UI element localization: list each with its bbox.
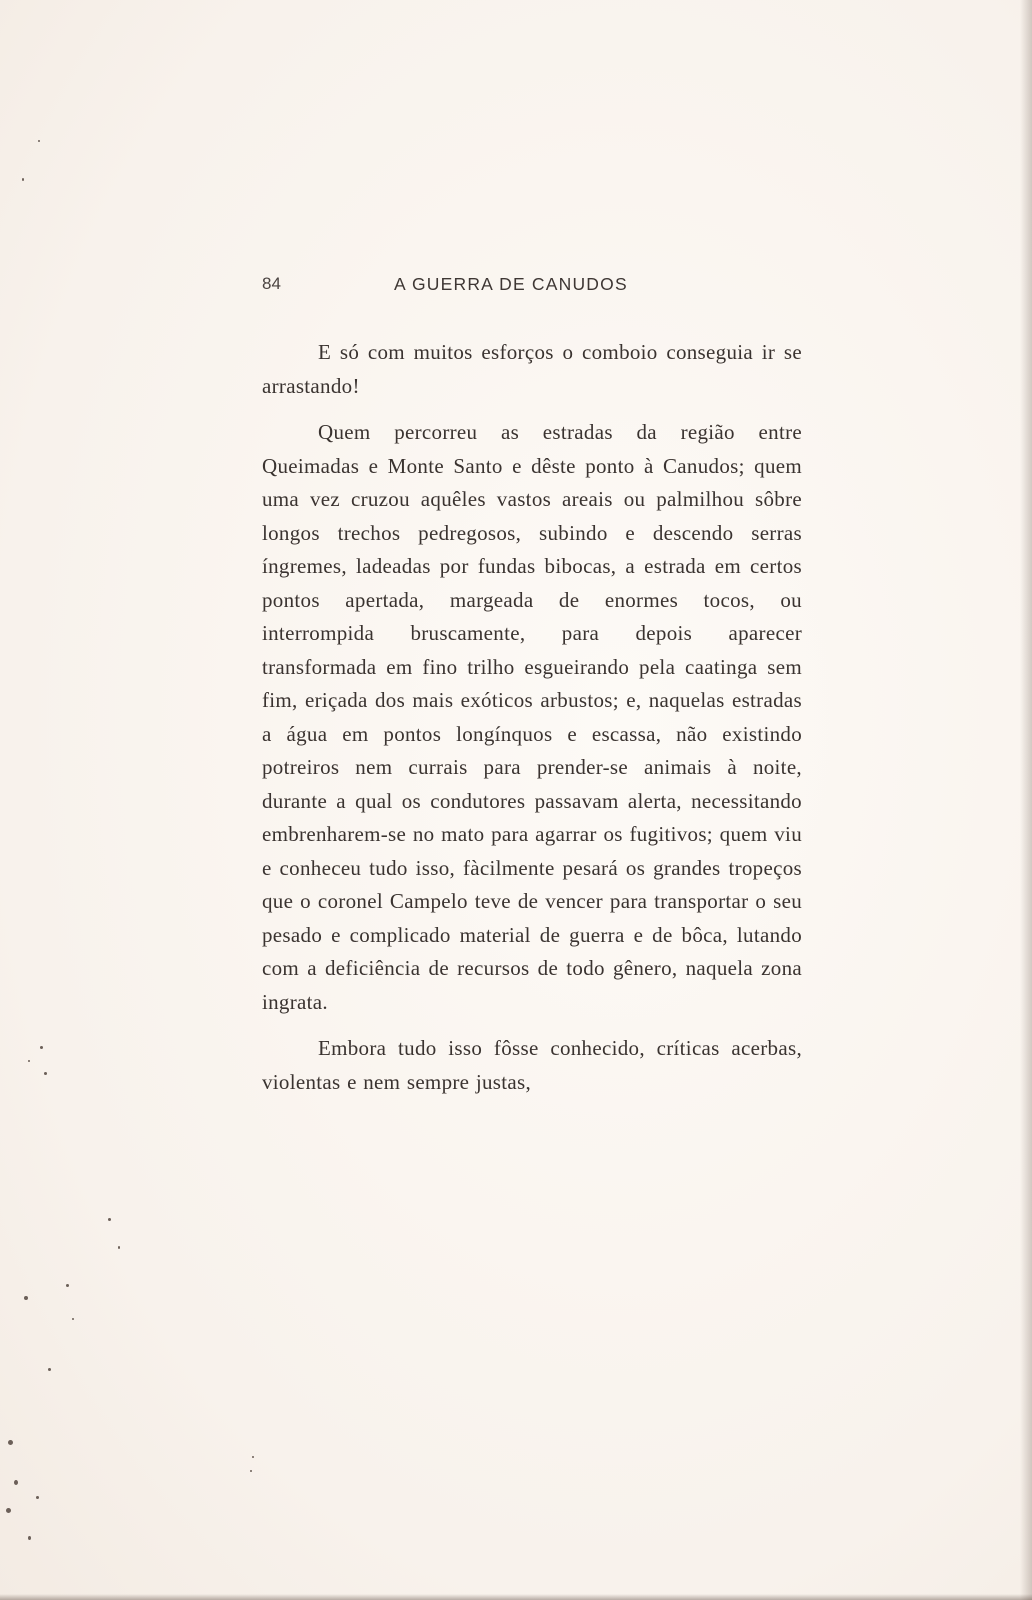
speck — [24, 1296, 28, 1300]
body-text — [262, 336, 802, 1099]
speck — [66, 1284, 69, 1287]
speck — [250, 1470, 252, 1472]
speck — [44, 1072, 47, 1075]
speck — [28, 1060, 30, 1062]
page-number: 84 — [262, 274, 281, 293]
speck — [6, 1508, 11, 1513]
speck — [38, 140, 40, 142]
page-bottom-shadow — [0, 1594, 1032, 1600]
speck — [72, 1318, 74, 1320]
speck — [252, 1456, 254, 1458]
speck — [108, 1218, 111, 1221]
speck — [8, 1440, 13, 1445]
page-edge-shadow — [1020, 0, 1032, 1600]
paragraph: Quem percorreu as estradas da região entre Queimadas e Monte Santo e dêste ponto à Canudos; quem uma vez cruzou aquêles vastos areais ou palmilhou sôbre longos trechos pedregosos, subindo e descendo serras íngremes, ladeadas por fundas bibocas, a estrada em certos pontos apertada, margeada de enormes tocos, ou interrompida bruscamente, para depois aparecer transformada em fino trilho esgueirando pela caatinga sem fim, eriçada dos mais exóticos arbustos; e, naquelas estradas a água em pontos longínquos e escassa, não existindo potreiros nem currais para prender-se animais à noite, durante a qual os condutores passavam alerta, necessitando embrenharem-se no mato para agarrar os fugitivos; quem viu e conheceu tudo isso, fàcilmente pesará os grandes tropeços que o coronel Campelo teve de vencer para transportar o seu pesado e complicado material de guerra e de bôca, lutando com a deficiência de recursos de todo gênero, naquela zona ingrata. — [262, 420, 802, 1014]
speck — [14, 1480, 18, 1485]
paragraph: E só com muitos esforços o comboio conseguia ir se arrastando! — [262, 340, 802, 398]
paragraph: Embora tudo isso fôsse conhecido, críticas acerbas, violentas e nem sempre justas, — [262, 1036, 802, 1094]
speck — [40, 1046, 43, 1049]
speck — [118, 1246, 120, 1249]
speck — [36, 1496, 39, 1499]
speck — [22, 178, 24, 181]
page-header — [262, 274, 802, 304]
speck — [48, 1368, 51, 1371]
speck — [28, 1536, 31, 1540]
running-title: A GUERRA DE CANUDOS — [394, 274, 628, 294]
